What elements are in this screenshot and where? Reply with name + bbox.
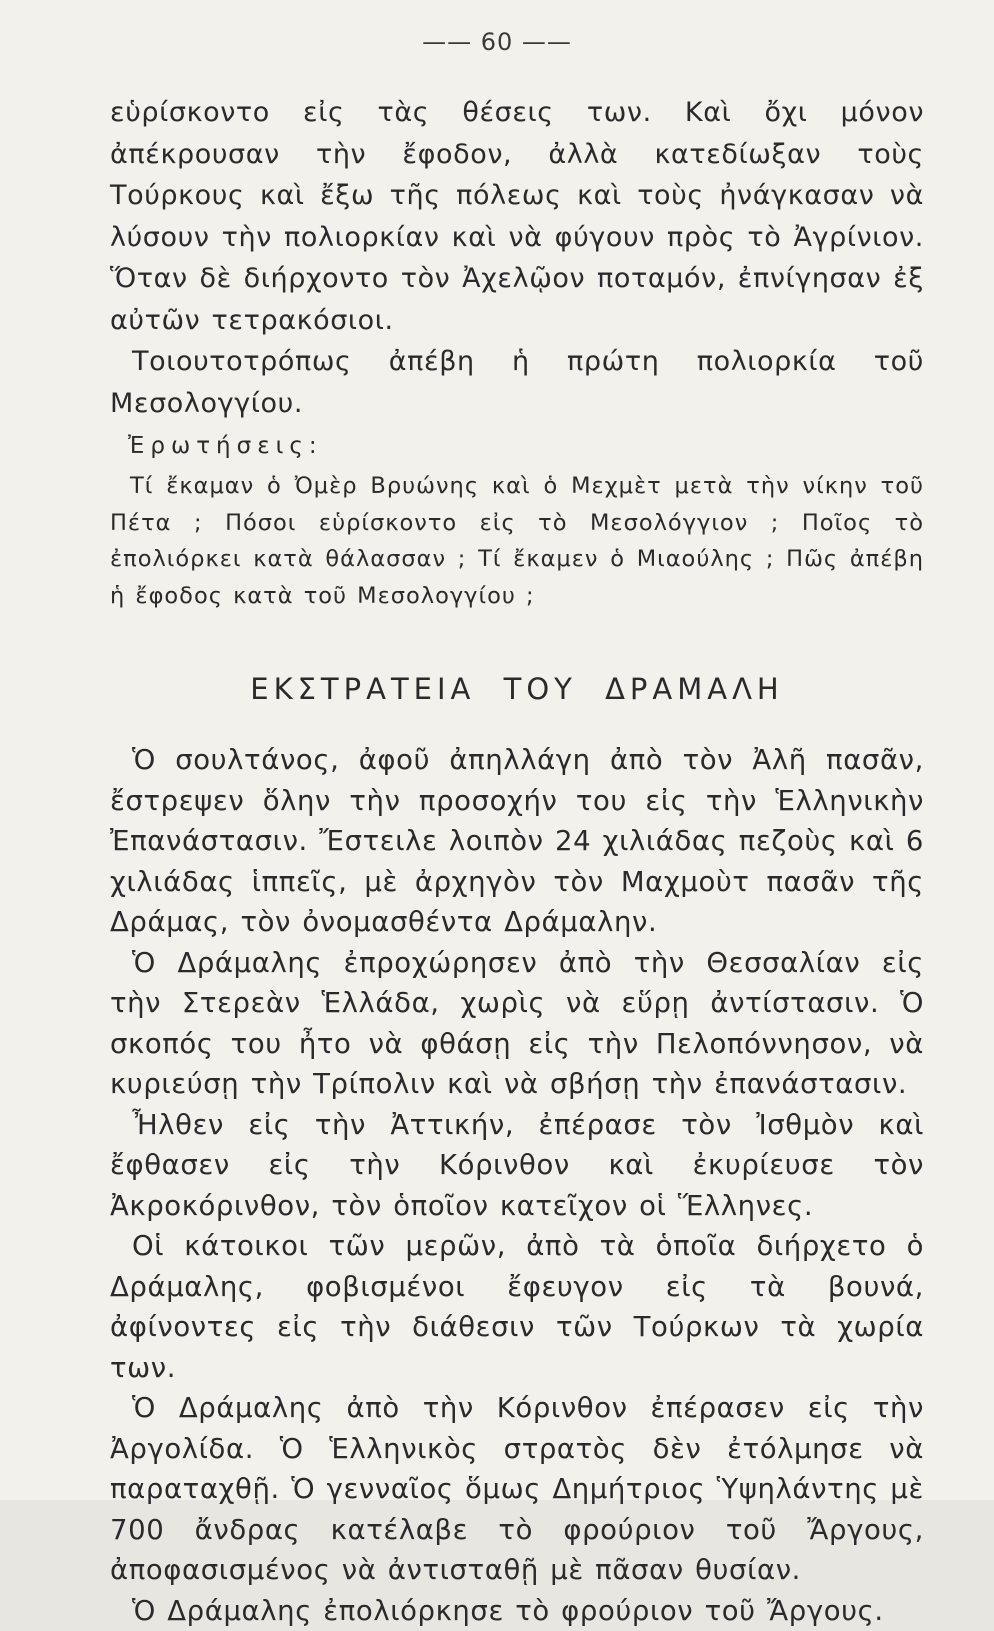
intro-paragraph-1: εὑρίσκοντο εἰς τὰς θέσεις των. Καὶ ὄχι μόνον ἀπέκρουσαν τὴν ἔφοδον, ἀλλὰ κατεδίωξαν τοὺς Τούρκους καὶ ἔξω τῆς πόλεως καὶ τοὺς ἠνάγκασαν νὰ λύσουν τὴν πολιορκίαν καὶ νὰ φύγουν πρὸς τὸ Ἀγρίνιον. Ὅταν δὲ διήρχοντο τὸν Ἀχελῷον ποταμόν, ἐπνίγησαν ἐξ αὐτῶν τετρακόσιοι.	[110, 92, 924, 341]
section-paragraph-4: Οἱ κάτοικοι τῶν μερῶν, ἀπὸ τὰ ὁποῖα διήρχετο ὁ Δράμαλης, φοβισμένοι ἔφευγον εἰς τὰ βουνά, ἀφίνοντες εἰς τὴν διάθεσιν τῶν Τούρκων τὰ χωρία των.	[110, 1226, 924, 1388]
section-title: ΕΚΣΤΡΑΤΕΙΑ ΤΟΥ ΔΡΑΜΑΛΗ	[110, 672, 924, 706]
section-paragraph-6: Ὁ Δράμαλης ἐπολιόρκησε τὸ φρούριον τοῦ Ἄργους.	[110, 1591, 924, 1631]
page-number: —— 60 ——	[0, 28, 994, 56]
section-body	[110, 740, 924, 1631]
section-paragraph-2: Ὁ Δράμαλης ἐπροχώρησεν ἀπὸ τὴν Θεσσαλίαν εἰς τὴν Στερεὰν Ἑλλάδα, χωρὶς νὰ εὕρῃ ἀντίστασιν. Ὁ σκοπός του ἦτο νὰ φθάσῃ εἰς τὴν Πελοπόννησον, νὰ κυριεύσῃ τὴν Τρίπολιν καὶ νὰ σβήσῃ τὴν ἐπανάστασιν.	[110, 943, 924, 1105]
section-paragraph-1: Ὁ σουλτάνος, ἀφοῦ ἀπηλλάγη ἀπὸ τὸν Ἀλῆ πασᾶν, ἔστρεψεν ὅλην τὴν προσοχήν του εἰς τὴν Ἑλληνικὴν Ἐπανάστασιν. Ἔστειλε λοιπὸν 24 χιλιάδας πεζοὺς καὶ 6 χιλιάδας ἱππεῖς, μὲ ἀρχηγὸν τὸν Μαχμοὺτ πασᾶν τῆς Δράμας, τὸν ὀνομασθέντα Δράμαλην.	[110, 740, 924, 943]
questions-text: Τί ἔκαμαν ὁ Ὀμὲρ Βρυώνης καὶ ὁ Μεχμὲτ μετὰ τὴν νίκην τοῦ Πέτα ; Πόσοι εὑρίσκοντο εἰς τὸ Μεσολόγγιον ; Ποῖος τὸ ἐπολιόρκει κατὰ θάλασσαν ; Τί ἔκαμεν ὁ Μιαούλης ; Πῶς ἀπέβη ἡ ἔφοδος κατὰ τοῦ Μεσολογγίου ;	[110, 468, 924, 614]
questions-heading: Ἐρωτήσεις:	[128, 426, 924, 466]
intro-paragraph-2: Τοιουτοτρόπως ἀπέβη ἡ πρώτη πολιορκία τοῦ Μεσολογγίου.	[110, 341, 924, 424]
page-content	[110, 92, 924, 1631]
section-paragraph-5: Ὁ Δράμαλης ἀπὸ τὴν Κόρινθον ἐπέρασεν εἰς τὴν Ἀργολίδα. Ὁ Ἑλληνικὸς στρατὸς δὲν ἐτόλμησε νὰ παραταχθῇ. Ὁ γενναῖος ὅμως Δημήτριος Ὑψηλάντης μὲ 700 ἄνδρας κατέλαβε τὸ φρούριον τοῦ Ἄργους, ἀποφασισμένος νὰ ἀντισταθῇ μὲ πᾶσαν θυσίαν.	[110, 1388, 924, 1591]
section-paragraph-3: Ἦλθεν εἰς τὴν Ἀττικήν, ἐπέρασε τὸν Ἰσθμὸν καὶ ἔφθασεν εἰς τὴν Κόρινθον καὶ ἐκυρίευσε τὸν Ἀκροκόρινθον, τὸν ὁποῖον κατεῖχον οἱ Ἕλληνες.	[110, 1105, 924, 1227]
